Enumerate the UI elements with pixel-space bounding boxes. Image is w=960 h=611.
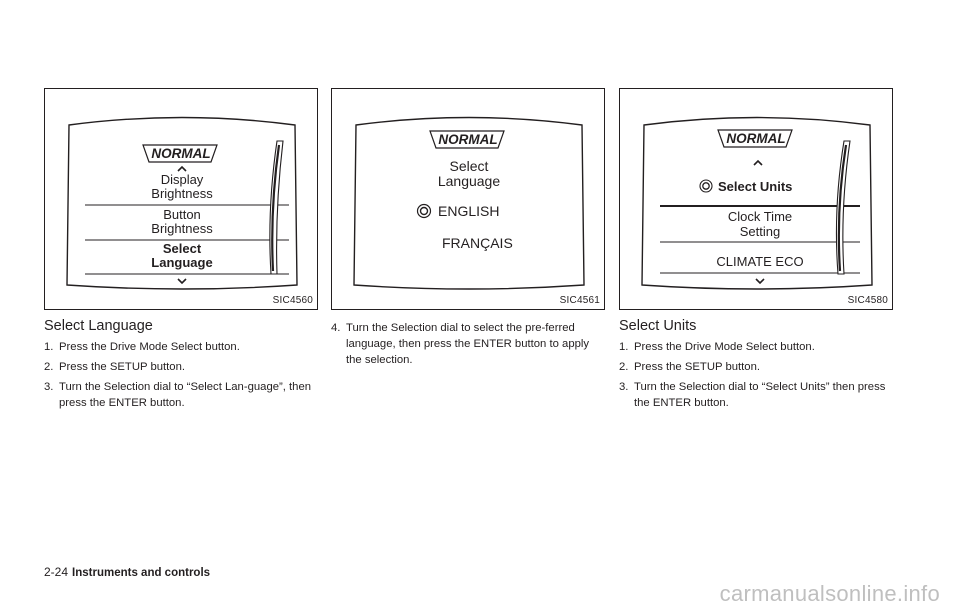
radio-selected-icon <box>418 205 431 218</box>
language-option-english: ENGLISH <box>438 203 500 219</box>
step-text: Turn the Selection dial to “Select Units” then press the ENTER button. <box>634 381 886 409</box>
normal-label: NORMAL <box>438 132 498 147</box>
language-title-line: Language <box>437 173 501 189</box>
menu-item-selected: Select Units <box>718 179 793 194</box>
figure-code: SIC4561 <box>559 295 600 306</box>
menu-item-line: Button <box>163 207 201 222</box>
middle-column <box>331 320 605 372</box>
figure-sic4580 <box>619 88 893 310</box>
section-name: Instruments and controls <box>72 567 211 579</box>
display-illustration <box>620 89 894 311</box>
step-item <box>44 359 318 375</box>
step-item <box>619 379 893 411</box>
step-number: 1. <box>619 341 629 353</box>
menu-item-line: CLIMATE ECO <box>716 254 804 269</box>
watermark[interactable]: carmanualsonline.info <box>719 581 940 606</box>
chevron-down-icon <box>756 279 764 283</box>
step-number: 4. <box>331 322 341 334</box>
language-title-line: Select <box>449 158 489 174</box>
step-item <box>44 379 318 411</box>
menu-item-line: Language <box>151 255 213 270</box>
language-option-francais: FRANÇAIS <box>442 235 513 251</box>
step-number: 3. <box>44 381 54 393</box>
radio-selected-icon <box>700 180 712 192</box>
menu-item-line: Setting <box>739 224 781 239</box>
left-column <box>44 318 318 415</box>
section-heading-select-language: Select Language <box>44 318 153 334</box>
step-item <box>44 339 318 355</box>
chevron-up-icon <box>754 161 762 165</box>
step-text: Turn the Selection dial to “Select Lan-guage”, then press the ENTER button. <box>59 381 312 409</box>
figure-sic4560 <box>44 88 318 310</box>
step-text: Turn the Selection dial to select the pre-ferred language, then press the ENTER button to apply the selection. <box>346 322 590 366</box>
chevron-up-icon <box>178 167 186 171</box>
step-text: Press the SETUP button. <box>634 361 761 373</box>
page-number: 2-24 <box>44 565 69 579</box>
step-text: Press the SETUP button. <box>59 361 186 373</box>
figure-sic4561 <box>331 88 605 310</box>
section-heading-select-units: Select Units <box>619 318 697 334</box>
figure-code: SIC4560 <box>272 295 313 306</box>
step-item <box>619 339 893 355</box>
page-footer <box>44 565 210 579</box>
step-text: Press the Drive Mode Select button. <box>59 341 240 353</box>
menu-item-line: Brightness <box>151 186 213 201</box>
step-text: Press the Drive Mode Select button. <box>634 341 815 353</box>
chevron-down-icon <box>178 279 186 283</box>
menu-item-line: Select <box>162 241 202 256</box>
menu-item-line: Display <box>160 172 204 187</box>
menu-item-line: Clock Time <box>727 209 793 224</box>
menu-item-line: Brightness <box>151 221 213 236</box>
display-illustration <box>332 89 606 311</box>
step-number: 2. <box>619 361 629 373</box>
step-item <box>331 320 605 368</box>
step-number: 2. <box>44 361 54 373</box>
step-number: 1. <box>44 341 54 353</box>
normal-label: NORMAL <box>151 146 211 161</box>
right-column <box>619 318 893 415</box>
figure-code: SIC4580 <box>847 295 888 306</box>
step-number: 3. <box>619 381 629 393</box>
normal-label: NORMAL <box>726 131 786 146</box>
display-illustration <box>45 89 319 311</box>
step-item <box>619 359 893 375</box>
